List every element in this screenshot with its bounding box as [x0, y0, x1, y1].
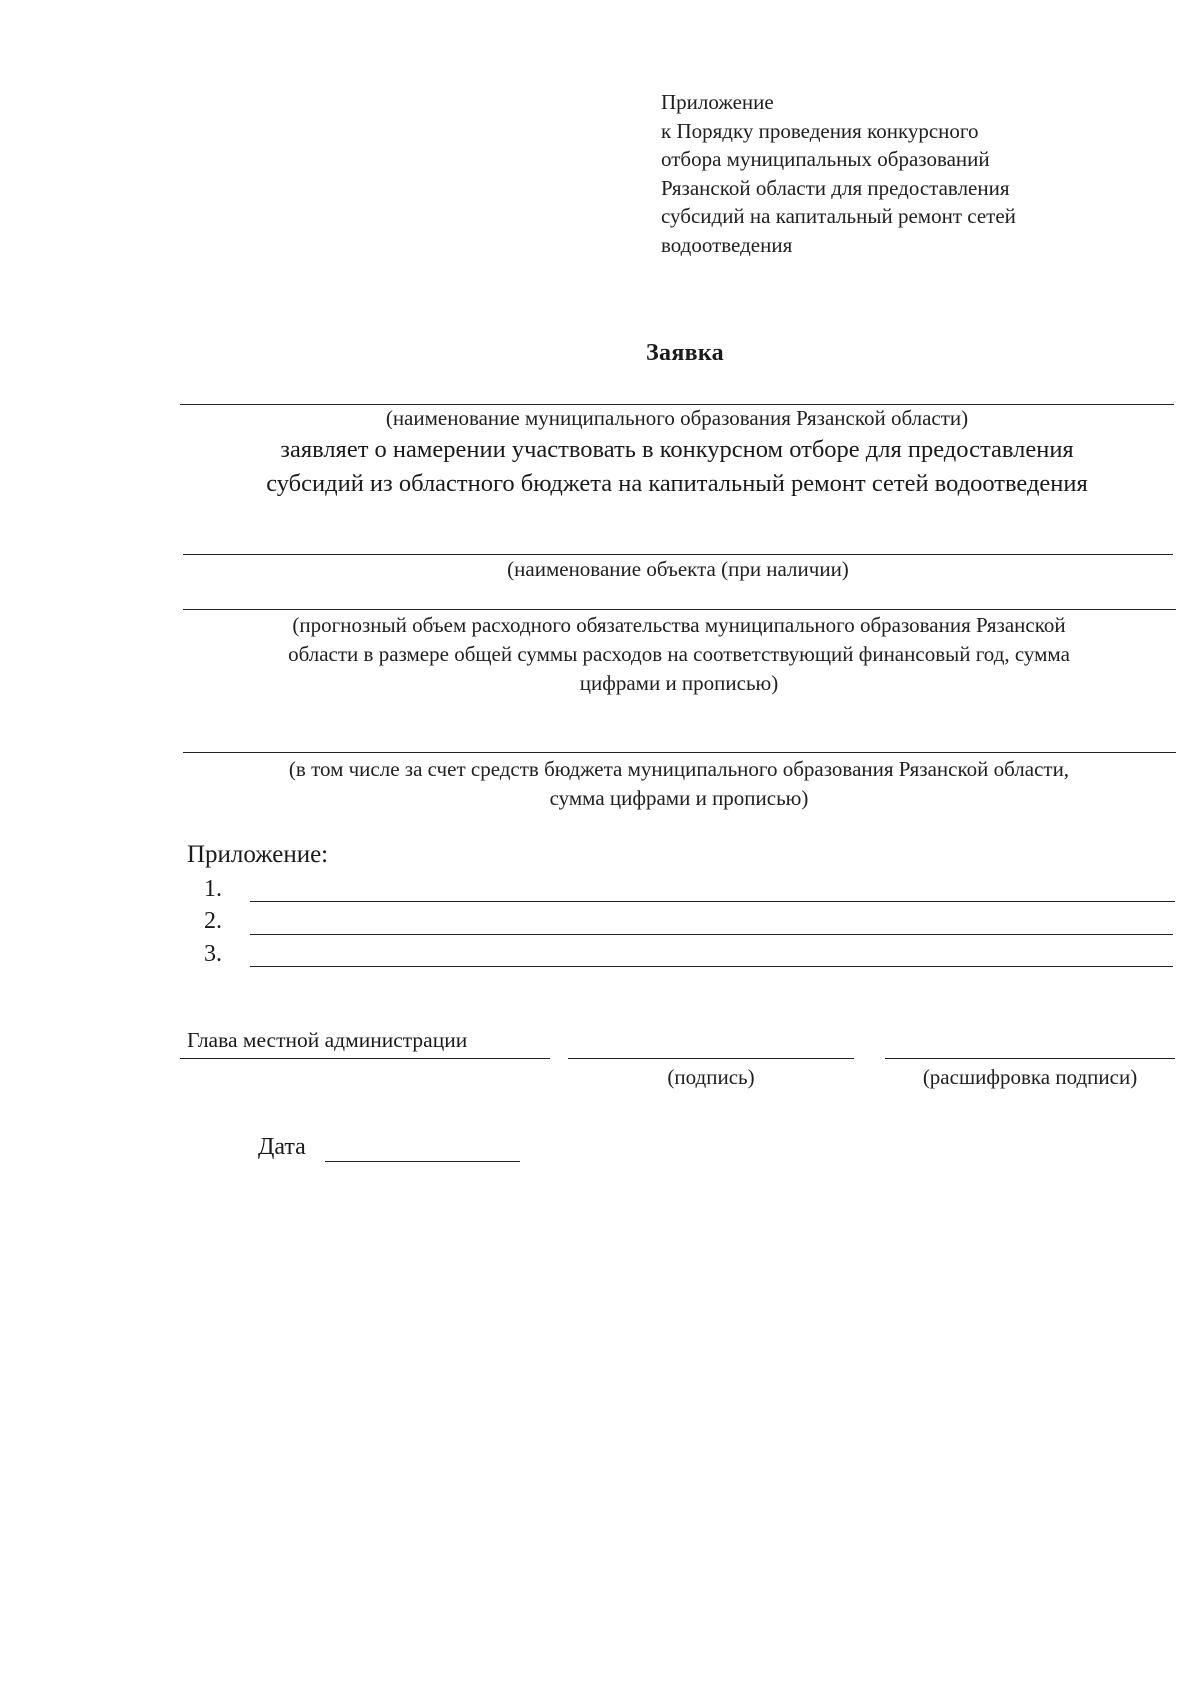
appendix-header-line: водоотведения [661, 232, 793, 257]
attachment-line-1[interactable] [250, 901, 1175, 902]
appendix-header-line: Приложение [661, 90, 774, 114]
attachment-line-3[interactable] [250, 966, 1173, 967]
appendix-header-line: к Порядку проведения конкурсного [661, 118, 979, 143]
signature-caption: (подпись) [667, 1065, 755, 1089]
signature-line[interactable] [568, 1058, 854, 1059]
attachment-number: 1. [204, 876, 222, 902]
statement-text-line: заявляет о намерении участвовать в конкурсном отборе для предоставления [280, 436, 1074, 463]
local-budget-amount-line[interactable] [183, 752, 1176, 753]
statement-text-line: субсидий из областного бюджета на капитальный ремонт сетей водоотведения [266, 470, 1088, 497]
object-name-caption: (наименование объекта (при наличии) [507, 557, 849, 581]
attachment-line-2[interactable] [250, 934, 1173, 935]
date-label: Дата [258, 1134, 306, 1160]
local-budget-caption-line: сумма цифрами и прописью) [549, 786, 809, 810]
appendix-header [661, 88, 1101, 259]
appendix-header-line: Рязанской области для предоставления [661, 175, 1010, 200]
signature-block-line [180, 1058, 550, 1059]
signature-decoding-line[interactable] [885, 1058, 1175, 1059]
attachments-heading: Приложение: [187, 841, 329, 868]
appendix-header-line: субсидий на капитальный ремонт сетей [661, 204, 1016, 228]
forecast-amount-line[interactable] [183, 609, 1176, 610]
attachment-number: 2. [204, 908, 222, 934]
head-of-administration-label: Глава местной администрации [187, 1028, 468, 1052]
attachment-number: 3. [204, 941, 222, 967]
document-title: Заявка [646, 340, 724, 366]
local-budget-caption-line: (в том числе за счет средств бюджета муниципального образования Рязанской области, [288, 757, 1070, 781]
forecast-amount-caption-line: (прогнозный объем расходного обязательства муниципального образования Рязанской [292, 613, 1066, 637]
appendix-header-line: отбора муниципальных образований [661, 147, 990, 171]
forecast-amount-caption-line: области в размере общей суммы расходов на соответствующий финансовый год, сумма [288, 642, 1070, 666]
signature-decoding-caption: (расшифровка подписи) [922, 1065, 1138, 1089]
municipality-name-caption: (наименование муниципального образования Рязанской области) [385, 406, 969, 430]
date-line[interactable] [325, 1161, 520, 1162]
forecast-amount-caption-line: цифрами и прописью) [579, 671, 779, 695]
